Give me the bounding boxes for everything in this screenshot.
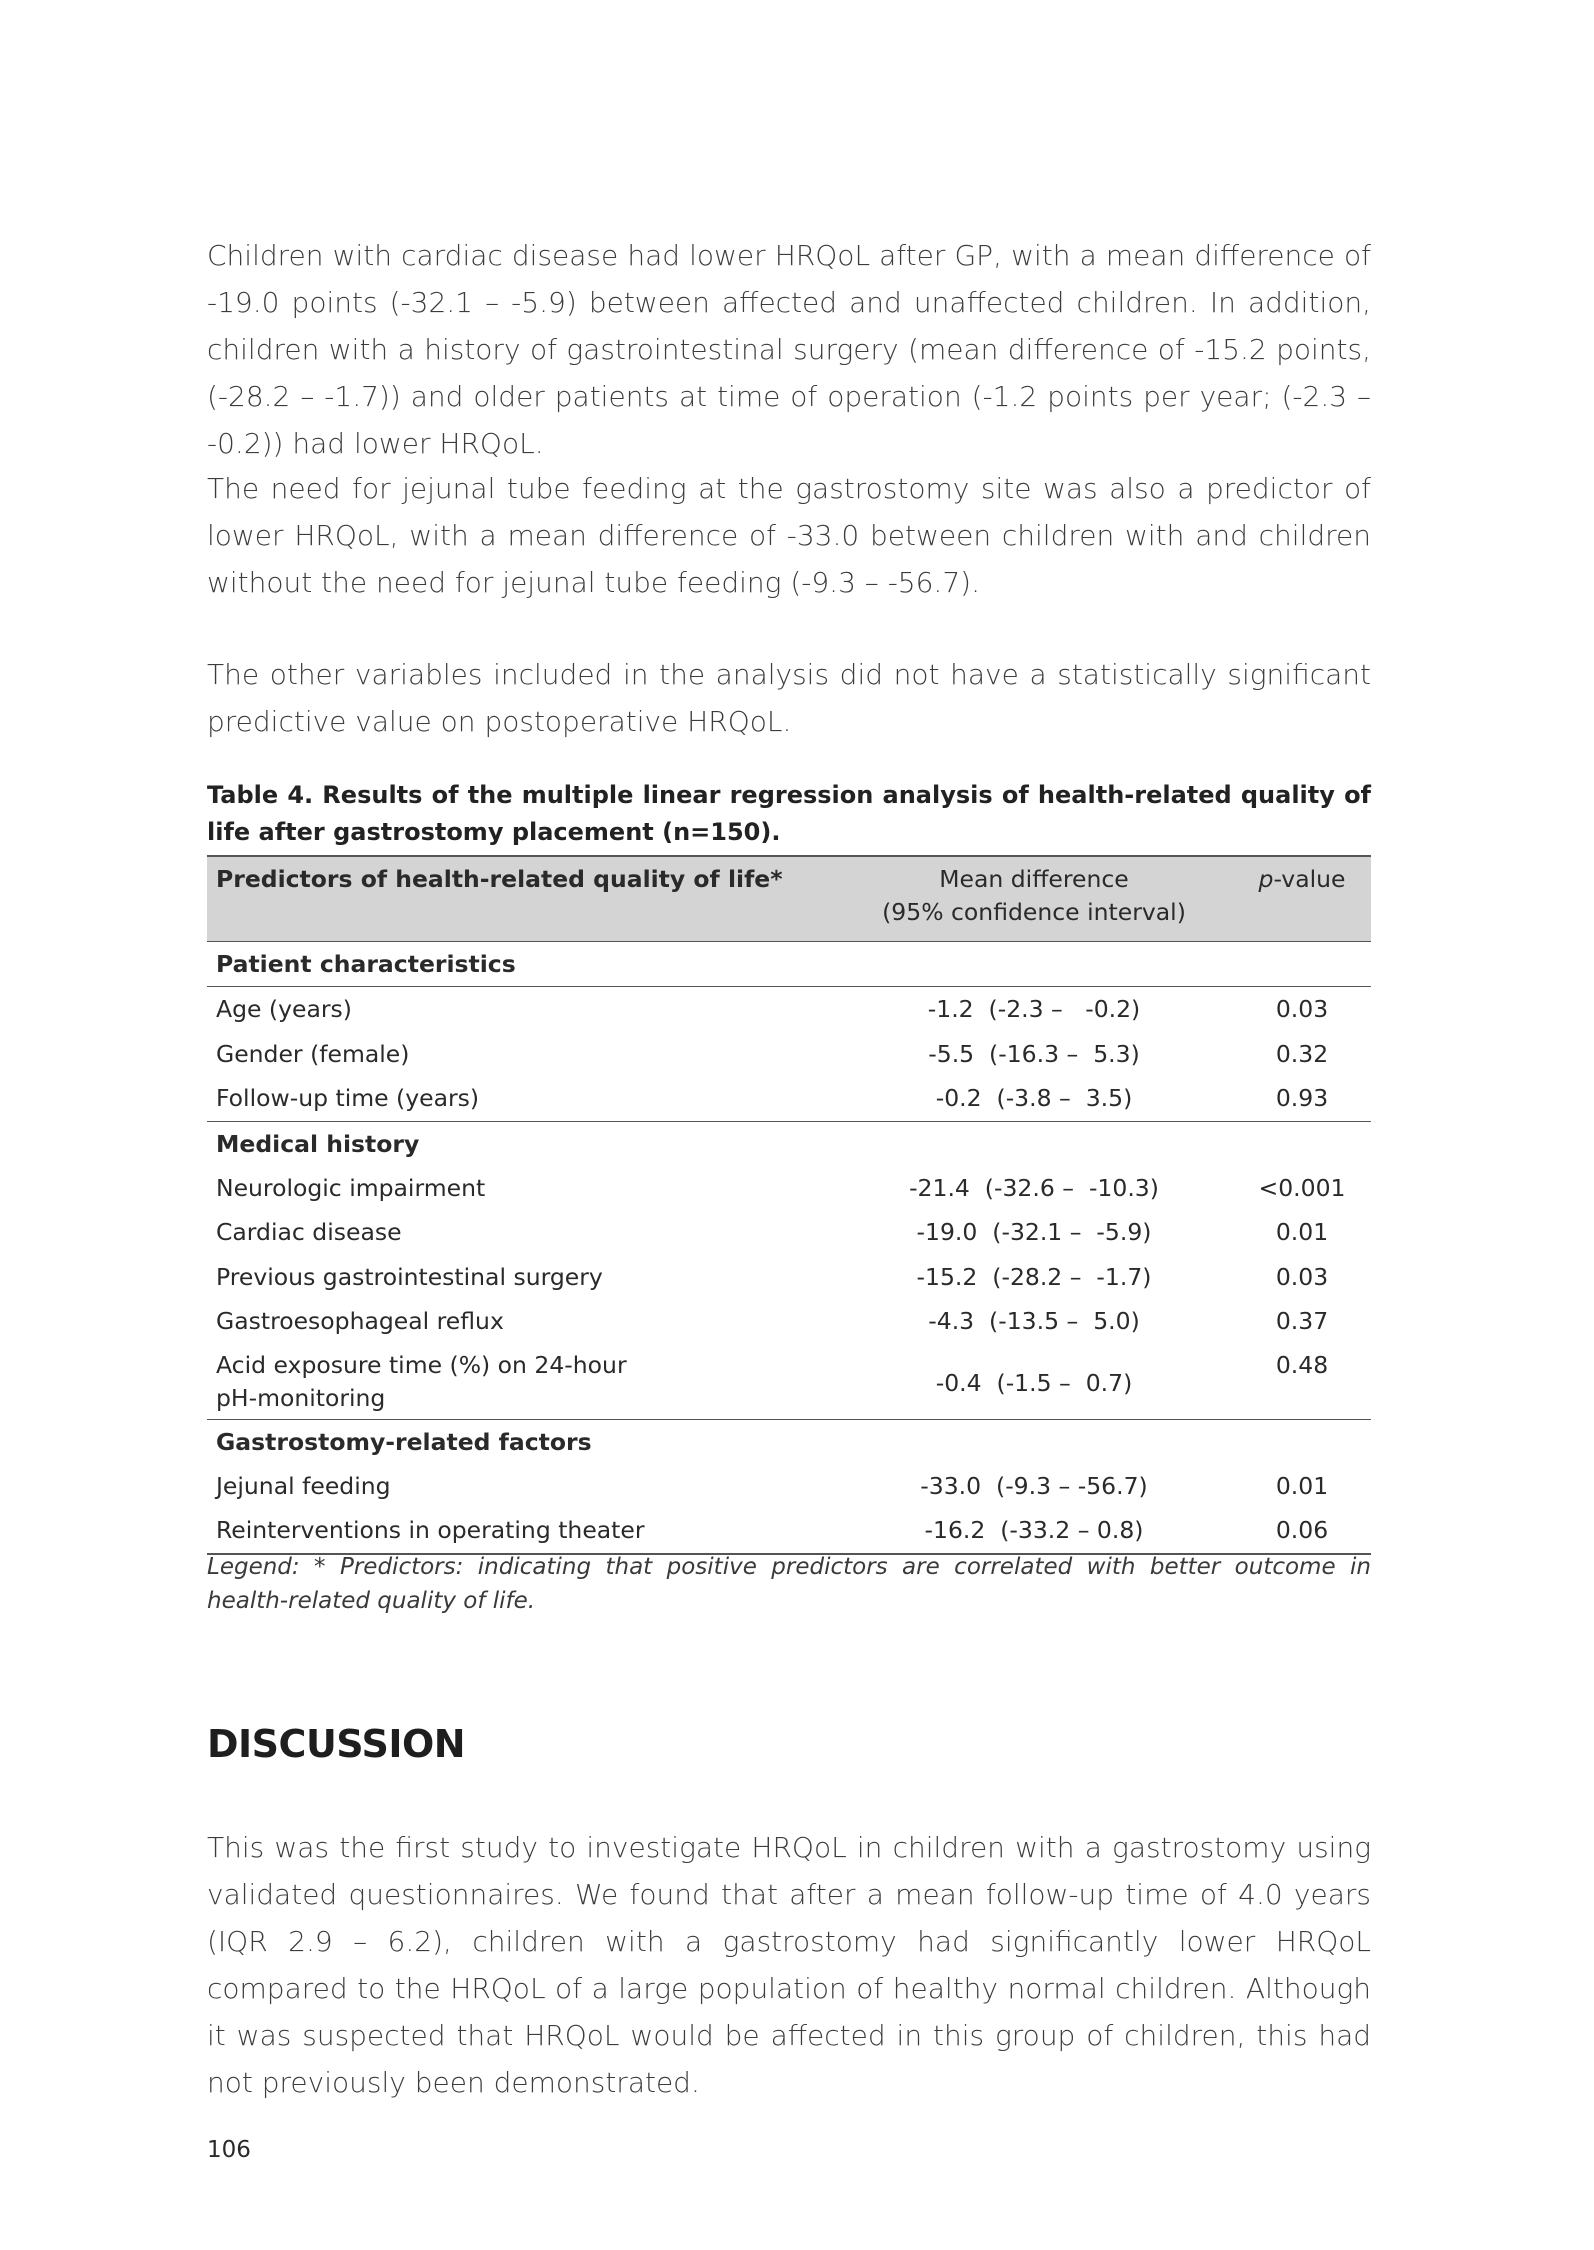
table-row [207,987,1371,1032]
section-row [207,1121,1371,1166]
mean-cell: -16.2 (-33.2 – 0.8) [835,1508,1233,1554]
header-pvalue [1233,856,1371,942]
mean-cell: -15.2 (-28.2 – -1.7) [916,1262,1152,1291]
predictor-cell: Jejunal feeding [216,1471,391,1500]
paragraph-other-variables: The other variables included in the analysis did not have a statistically significant predictive value on postoperative HRQoL. [207,658,1371,738]
predictor-cell: Acid exposure time (%) on 24-hour pH-monitoring [216,1350,627,1412]
pvalue-cell: 0.06 [1233,1508,1371,1554]
pvalue-cell: 0.03 [1233,987,1371,1032]
pvalue-cell: 0.01 [1275,1218,1329,1246]
paragraph-cardiac: Children with cardiac disease had lower HRQoL after GP, with a mean difference of -19.0 points (-32.1 – -5.9) between affected and unaffected children. In addition, children with a history of gastrointestinal surgery (mean difference of -15.2 points, (-28.2 – -1.7)) and older patients at time of operation (-1.2 points per year; (-2.3 – -0.2)) had lower HRQoL. [207,239,1371,460]
table-row [207,1210,1371,1255]
paragraph-discussion: This was the first study to investigate HRQoL in children with a gastrostomy using validated questionnaires. We found that after a mean follow-up time of 4.0 years (IQR 2.9 – 6.2), children with a gastrostomy had significantly lower HRQoL compared to the HRQoL of a large population of healthy normal children. Although it was suspected that HRQoL would be affected in this group of children, this had not previously been demonstrated. [207,1831,1371,2099]
page-number: 106 [207,2137,251,2163]
table-row [207,1299,1371,1344]
pvalue-cell: 0.03 [1275,1262,1329,1291]
header-predictor: Predictors of health-related quality of life* [207,856,835,942]
section-row [207,1419,1371,1464]
pvalue-cell: 0.48 [1275,1350,1329,1379]
mean-cell: -21.4 (-32.6 – -10.3) [909,1173,1159,1202]
predictor-cell: Neurologic impairment [216,1173,486,1202]
mean-cell: -0.4 (-1.5 – 0.7) [935,1369,1133,1397]
header-mean-line2: (95% confidence interval) [882,898,1186,926]
header-pvalue-p: p [1258,865,1274,893]
header-pvalue-rest: -value [1273,865,1346,893]
predictor-cell: Gastroesophageal reflux [216,1307,504,1335]
mean-cell: -5.5 (-16.3 – 5.3) [928,1039,1140,1068]
mean-cell: -1.2 (-2.3 – -0.2) [835,987,1233,1032]
table-row [207,1344,1371,1420]
predictor-cell: Gender (female) [216,1039,410,1068]
table-row [207,1076,1371,1121]
mean-cell: -0.2 (-3.8 – 3.5) [935,1084,1133,1112]
pvalue-cell: 0.32 [1275,1039,1329,1068]
section-title: Patient characteristics [216,950,516,978]
mean-cell: -19.0 (-32.1 – -5.9) [916,1218,1152,1246]
table-row [207,1255,1371,1300]
pvalue-cell: 0.01 [1275,1471,1329,1500]
paragraph-jejunal: The need for jejunal tube feeding at the gastrostomy site was also a predictor of lower HRQoL, with a mean difference of -33.0 between children with and children without the need for jejunal tube feeding (-9.3 – -56.7). [207,472,1371,599]
table-row [207,1032,1371,1077]
pvalue-cell: 0.93 [1275,1084,1329,1112]
pvalue-cell: <0.001 [1258,1173,1346,1202]
predictor-cell: Reinterventions in operating theater [207,1508,835,1554]
predictor-cell: Follow-up time (years) [216,1084,480,1112]
predictor-cell: Previous gastrointestinal surgery [216,1262,603,1291]
table-header-row [207,856,1371,942]
table-caption: Table 4. Results of the multiple linear regression analysis of health-related quality of life after gastrostomy placement (n=150). [207,781,1371,846]
table-row [207,1464,1371,1509]
predictor-cell: Cardiac disease [216,1218,402,1246]
pvalue-cell: 0.37 [1275,1307,1329,1335]
header-mean-difference [835,856,1233,942]
table-row [207,1508,1371,1554]
regression-table [207,855,1371,1555]
header-mean-line1: Mean difference [939,865,1129,893]
section-row [207,942,1371,987]
predictor-cell: Age (years) [207,987,835,1032]
mean-cell: -4.3 (-13.5 – 5.0) [928,1307,1140,1335]
discussion-heading: DISCUSSION [207,1722,466,1766]
section-title: Medical history [207,1121,1371,1166]
section-title: Gastrostomy-related factors [207,1419,1371,1464]
table-row [207,1166,1371,1211]
mean-cell: -33.0 (-9.3 – -56.7) [920,1471,1148,1500]
table-legend: Legend: * Predictors: indicating that positive predictors are correlated with better outcome in health-related quality of life. [207,1554,1371,1614]
